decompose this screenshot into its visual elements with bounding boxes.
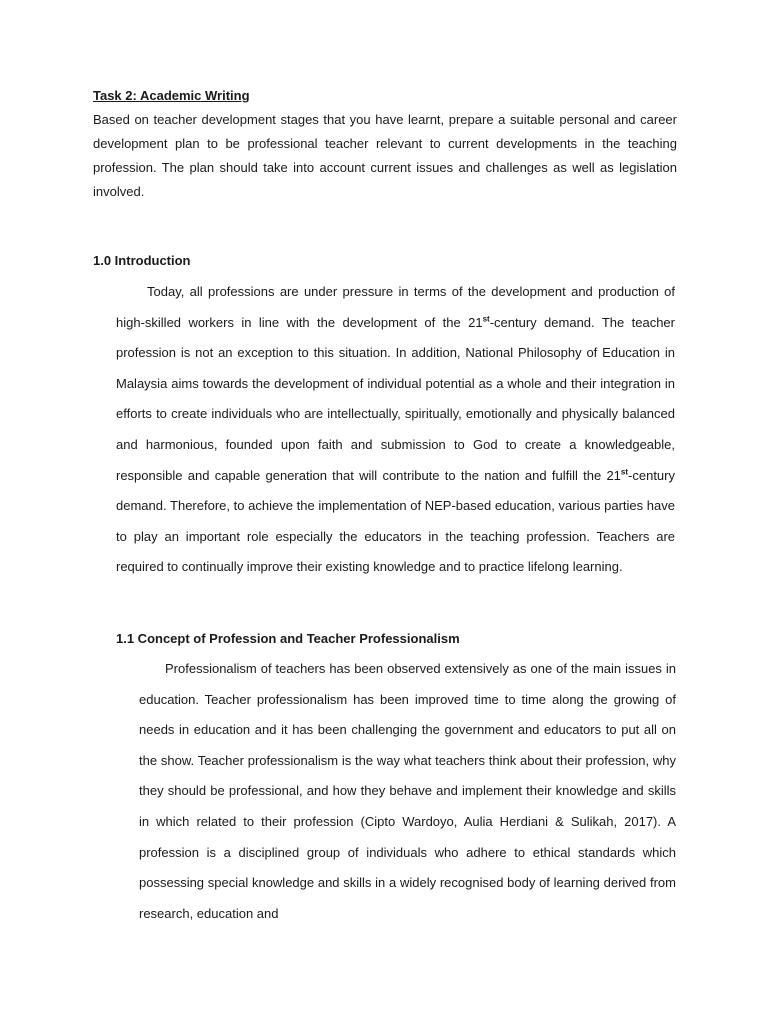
introduction-paragraph: [116, 277, 675, 583]
intro-text-part-2: -century demand. The teacher profession is not an exception to this situation. In addition, National Philosophy of Education in Malaysia aims towards the development of individual potential as a whole and their integration in efforts to create individuals who are intellectually, spiritually, emotionally and physically balanced and harmonious, founded upon faith and submission to God to create a knowledgeable, responsible and capable generation that will contribute to the nation and fulfill the 21: [116, 314, 675, 483]
task-title: Task 2: Academic Writing: [93, 88, 250, 103]
introduction-paragraph-block: [116, 277, 675, 583]
introduction-heading: 1.0 Introduction: [93, 253, 191, 268]
concept-heading: 1.1 Concept of Profession and Teacher Professionalism: [116, 631, 460, 646]
intro-text-part-3: -century demand. Therefore, to achieve the implementation of NEP-based education, various parties have to play an important role especially the educators in the teaching profession. Teachers are required to continually improve their existing knowledge and to practice lifelong learning.: [116, 467, 675, 575]
concept-paragraph: Professionalism of teachers has been observed extensively as one of the main issues in education. Teacher professionalism has been improved time to time along the growing of needs in education and it has been challenging the government and educators to put all on the show. Teacher professionalism is the way what teachers think about their profession, why they should be professional, and how they behave and implement their knowledge and skills in which related to their profession (Cipto Wardoyo, Aulia Herdiani & Sulikah, 2017). A profession is a disciplined group of individuals who adhere to ethical standards which possessing special knowledge and skills in a widely recognised body of learning derived from research, education and: [139, 661, 676, 921]
concept-paragraph-block: [139, 654, 676, 929]
task-description: Based on teacher development stages that you have learnt, prepare a suitable personal and career development plan to be professional teacher relevant to current developments in the teaching profession. The plan should take into account current issues and challenges as well as legislation involved.: [93, 112, 677, 199]
introduction-heading-block: [93, 250, 677, 272]
task-block: [93, 86, 677, 204]
superscript-st-2: st: [620, 467, 629, 477]
intro-text-part-1: Today, all professions are under pressure in terms of the development and production of high-skilled workers in line with the development of the 21: [116, 284, 675, 330]
superscript-st-1: st: [482, 314, 490, 324]
